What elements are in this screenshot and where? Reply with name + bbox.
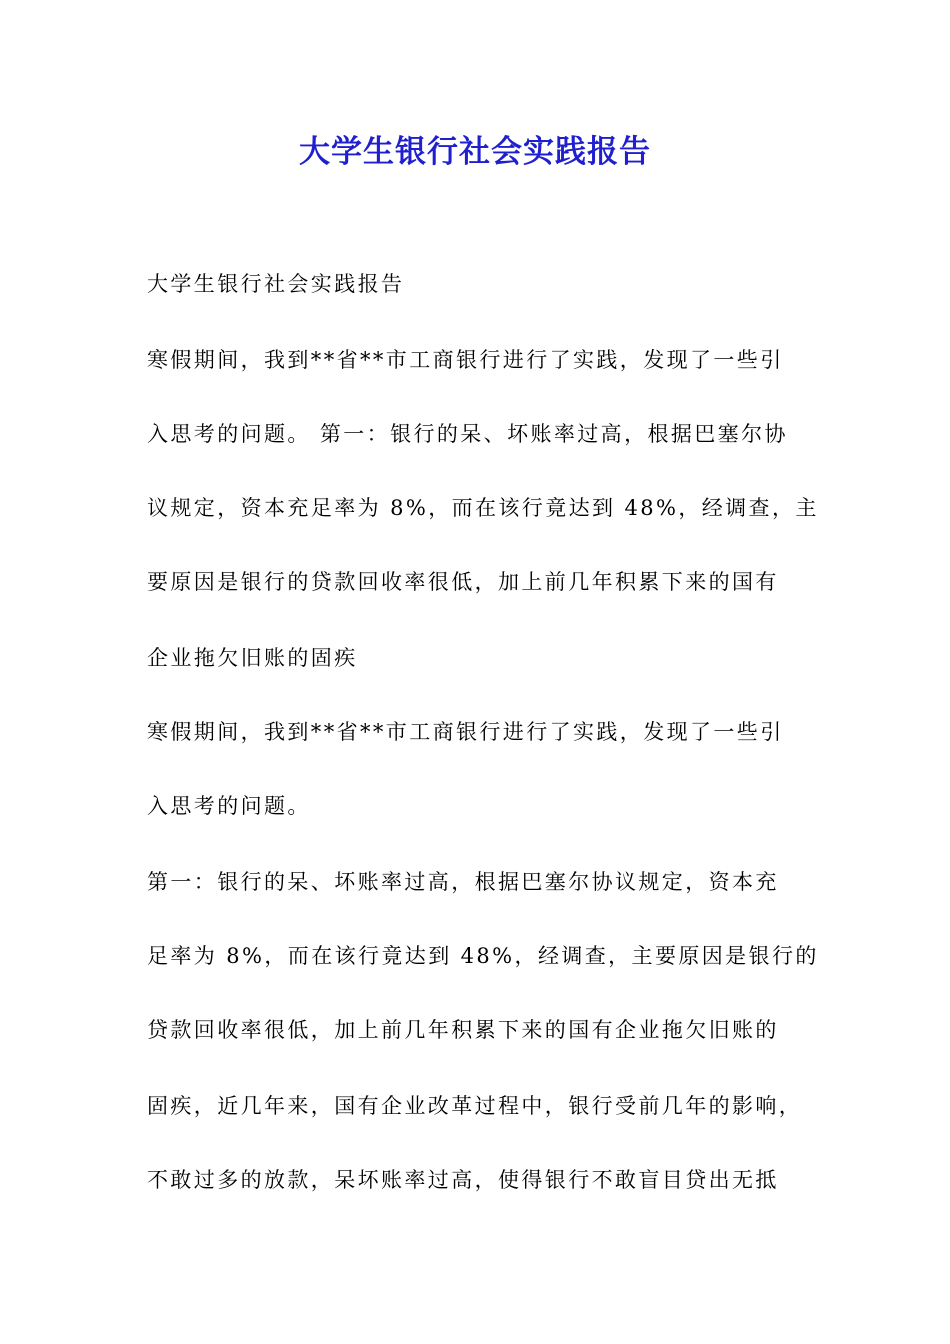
text-line: 入思考的问题。	[147, 794, 311, 818]
text-line: 固疾，近几年来，国有企业改革过程中，银行受前几年的影响，	[147, 1094, 803, 1118]
text-line: 贷款回收率很低，加上前几年积累下来的国有企业拖欠旧账的	[147, 1018, 779, 1042]
text-line: 寒假期间，我到**省**市工商银行进行了实践，发现了一些引	[147, 720, 784, 744]
text-line: 寒假期间，我到**省**市工商银行进行了实践，发现了一些引	[147, 348, 784, 372]
text-line: 足率为 8%，而在该行竟达到 48%，经调查，主要原因是银行的	[147, 944, 819, 968]
text-line: 大学生银行社会实践报告	[147, 272, 405, 296]
document-title: 大学生银行社会实践报告	[299, 134, 651, 170]
text-line: 入思考的问题。 第一：银行的呆、坏账率过高，根据巴塞尔协	[147, 422, 788, 446]
text-line: 议规定，资本充足率为 8%，而在该行竟达到 48%，经调查，主	[147, 496, 819, 520]
text-line: 企业拖欠旧账的固疾	[147, 646, 358, 670]
text-line: 要原因是银行的贷款回收率很低，加上前几年积累下来的国有	[147, 570, 779, 594]
text-line: 不敢过多的放款，呆坏账率过高，使得银行不敢盲目贷出无抵	[147, 1168, 779, 1192]
text-line: 第一：银行的呆、坏账率过高，根据巴塞尔协议规定，资本充	[147, 870, 779, 894]
